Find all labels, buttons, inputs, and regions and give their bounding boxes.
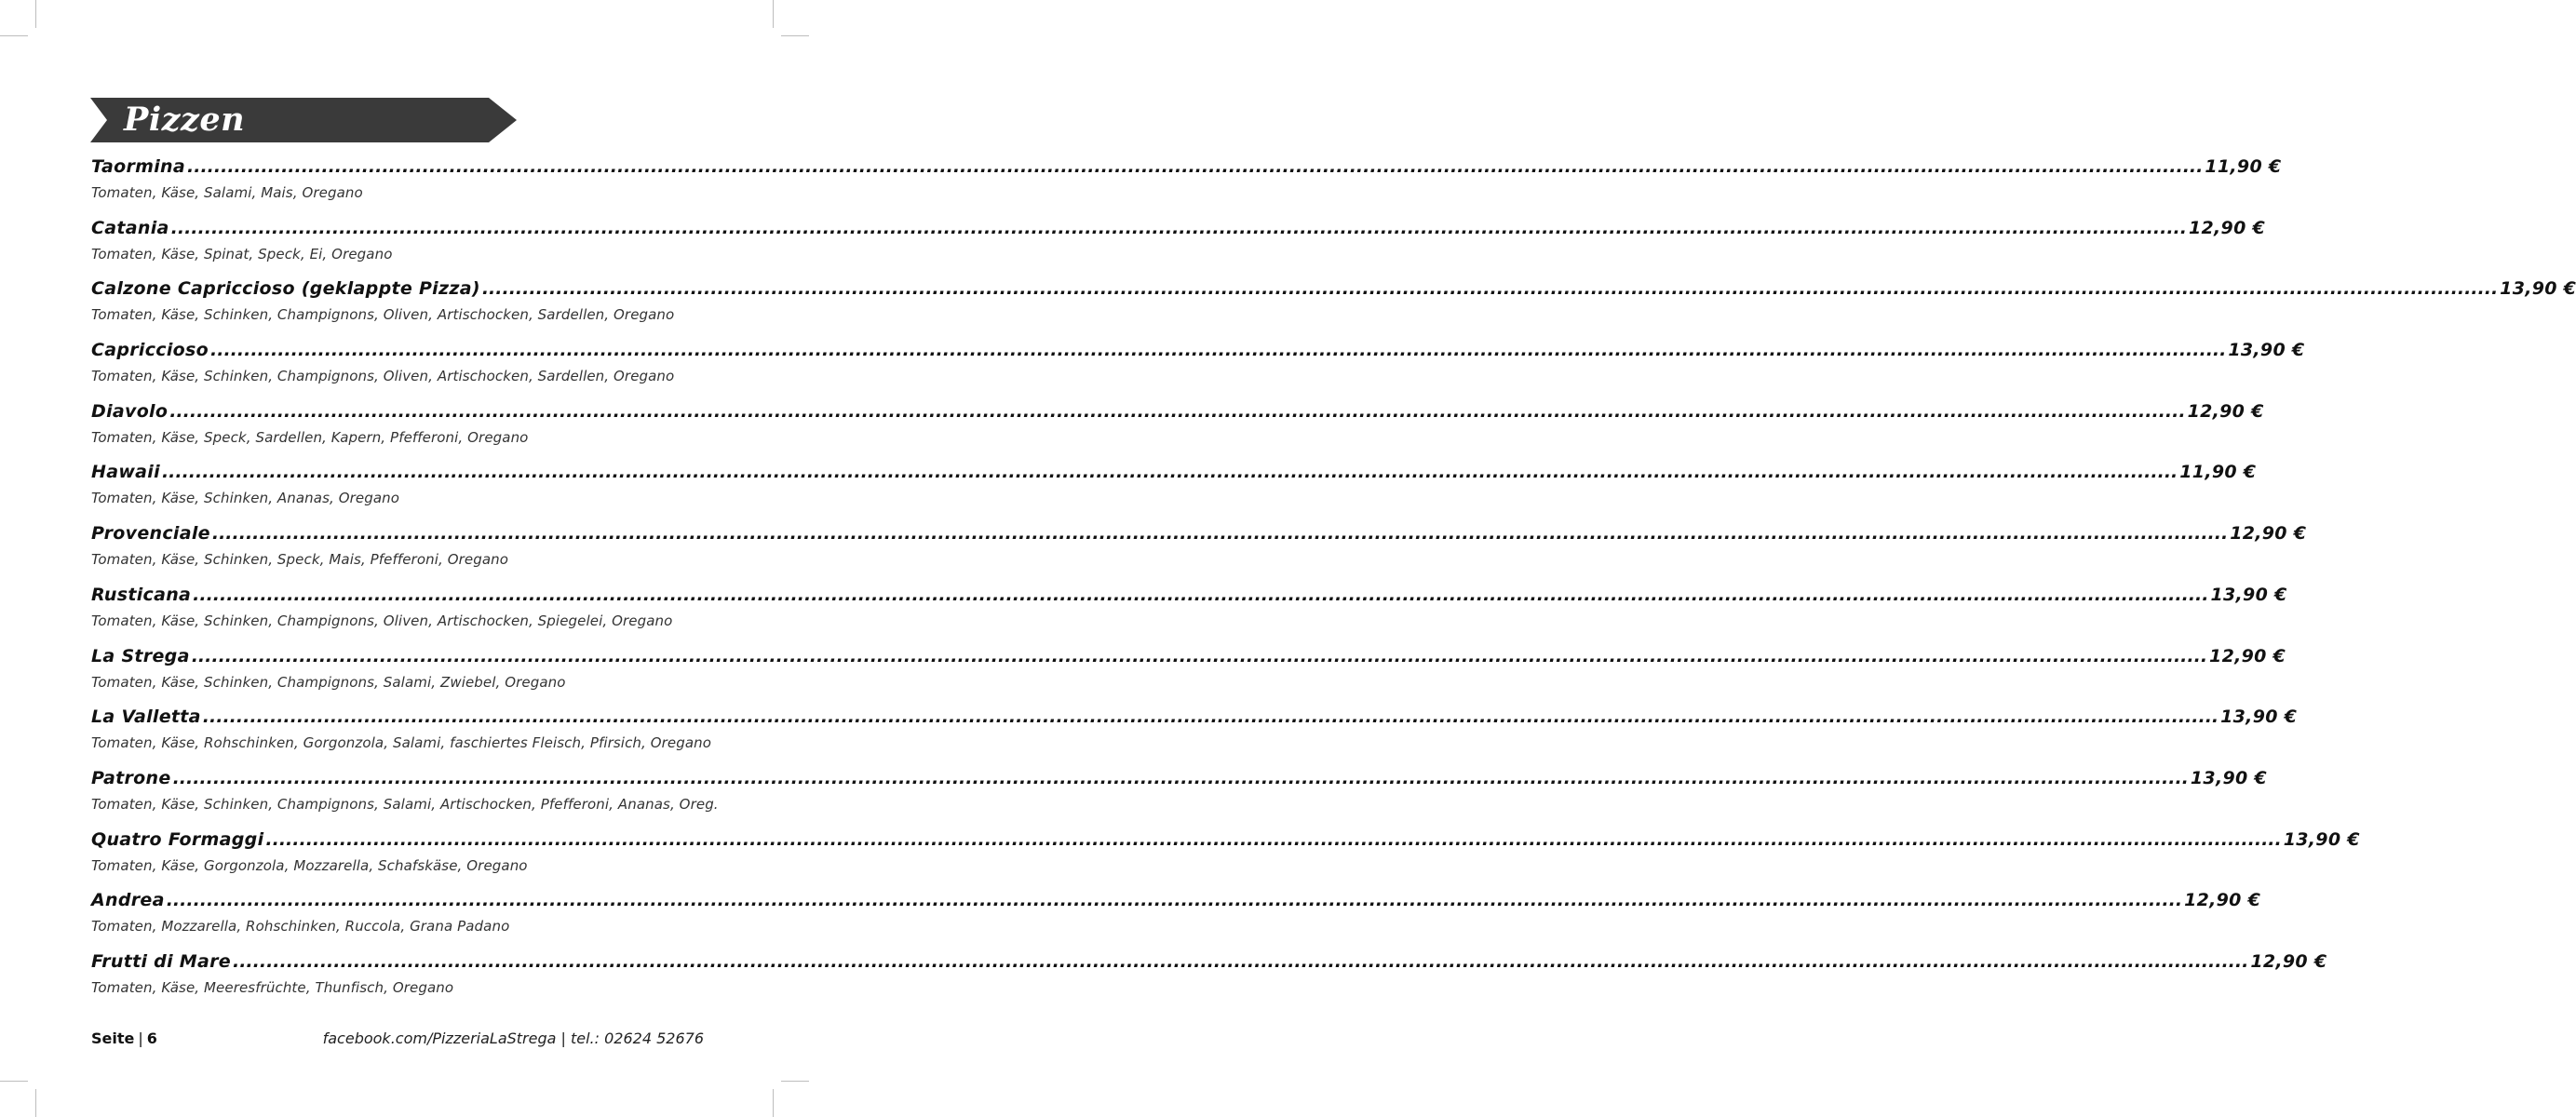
menu-item-price: 13,90 €: [2228, 340, 2305, 361]
dot-leader: ............................................................................................................................................................................................................................................................................................................: [233, 950, 2249, 972]
dot-leader: ............................................................................................................................................................................................................................................................................................................: [191, 645, 2208, 666]
menu-item-row: [91, 702, 2298, 732]
menu-item: [91, 335, 2305, 397]
menu-item-description: Tomaten, Käse, Gorgonzola, Mozzarella, Schafskäse, Oregano: [91, 856, 528, 874]
menu-item-name: Catania: [91, 217, 169, 238]
menu-item-row: [91, 763, 2267, 793]
dot-leader: ............................................................................................................................................................................................................................................................................................................: [170, 217, 2187, 238]
menu-item-row: [91, 213, 2266, 243]
section-banner: [90, 98, 517, 142]
dot-leader: ............................................................................................................................................................................................................................................................................................................: [193, 584, 2209, 605]
menu-item: [91, 580, 2287, 641]
menu-item-row: [91, 274, 2576, 303]
menu-item-price: 13,90 €: [2210, 584, 2287, 605]
page-indicator: [91, 1027, 157, 1051]
page-footer: [91, 1027, 704, 1051]
menu-item-price: 12,90 €: [2250, 950, 2327, 972]
menu-item-name: Hawaii: [91, 462, 160, 483]
dot-leader: ............................................................................................................................................................................................................................................................................................................: [169, 400, 2186, 422]
dot-leader: ............................................................................................................................................................................................................................................................................................................: [265, 828, 2282, 850]
dot-leader: ............................................................................................................................................................................................................................................................................................................: [161, 462, 2178, 483]
menu-item-description: Tomaten, Käse, Schinken, Champignons, Oliven, Artischocken, Sardellen, Oregano: [91, 306, 675, 324]
menu-item: [91, 885, 2261, 947]
menu-item-description: Tomaten, Käse, Schinken, Speck, Mais, Pfefferoni, Oregano: [91, 551, 509, 569]
page-separator: |: [138, 1030, 143, 1047]
menu-item-price: 12,90 €: [2184, 890, 2261, 911]
menu-item-row: [91, 825, 2360, 855]
menu-item-price: 12,90 €: [2187, 400, 2264, 422]
menu-item-row: [91, 457, 2257, 487]
menu-item-description: Tomaten, Mozzarella, Rohschinken, Ruccola, Grana Padano: [91, 918, 510, 935]
menu-item-name: Quatro Formaggi: [91, 828, 264, 850]
menu-item-row: [91, 580, 2287, 610]
menu-item-price: 11,90 €: [2205, 156, 2282, 177]
section-title: Pizzen: [124, 101, 246, 139]
page-label: Seite: [91, 1030, 135, 1047]
menu-item-name: Taormina: [91, 156, 186, 177]
menu-item-row: [91, 518, 2307, 548]
dot-leader: ............................................................................................................................................................................................................................................................................................................: [211, 523, 2229, 545]
menu-item-description: Tomaten, Käse, Spinat, Speck, Ei, Oregano: [91, 245, 393, 262]
menu-item-name: Rusticana: [91, 584, 192, 605]
menu-item-price: 13,90 €: [2220, 707, 2298, 728]
menu-item: [91, 152, 2282, 213]
crop-mark: [35, 0, 36, 28]
menu-item-price: 13,90 €: [2190, 767, 2267, 788]
menu-item-name: Capriccioso: [91, 340, 209, 361]
menu-item-price: 11,90 €: [2179, 462, 2257, 483]
menu-item-name: Frutti di Mare: [91, 950, 231, 972]
menu-item: [91, 947, 2327, 1008]
menu-item-row: [91, 885, 2261, 915]
crop-mark: [773, 0, 774, 28]
menu-item: [91, 274, 2576, 335]
crop-mark: [781, 35, 809, 36]
menu-item-row: [91, 641, 2286, 671]
menu-item-description: Tomaten, Käse, Schinken, Champignons, Salami, Zwiebel, Oregano: [91, 673, 566, 691]
crop-mark: [0, 1081, 28, 1082]
menu-item: [91, 763, 2267, 825]
menu-item-description: Tomaten, Käse, Schinken, Champignons, Oliven, Artischocken, Sardellen, Oregano: [91, 368, 675, 385]
dot-leader: ............................................................................................................................................................................................................................................................................................................: [166, 890, 2183, 911]
crop-mark: [0, 35, 28, 36]
menu-item-price: 13,90 €: [2500, 278, 2576, 300]
menu-item-row: [91, 152, 2282, 182]
crop-mark: [35, 1089, 36, 1117]
dot-leader: ............................................................................................................................................................................................................................................................................................................: [202, 707, 2219, 728]
menu-item-row: [91, 335, 2305, 365]
menu-item: [91, 213, 2266, 275]
menu-item-description: Tomaten, Käse, Salami, Mais, Oregano: [91, 184, 363, 201]
menu-item-description: Tomaten, Käse, Schinken, Champignons, Oliven, Artischocken, Spiegelei, Oregano: [91, 612, 673, 629]
menu-item-name: Calzone Capriccioso (geklappte Pizza): [91, 278, 480, 300]
menu-item: [91, 825, 2360, 886]
menu-item-description: Tomaten, Käse, Schinken, Champignons, Salami, Artischocken, Pfefferoni, Ananas, Oreg.: [91, 795, 719, 813]
menu-item: [91, 702, 2298, 763]
crop-mark: [781, 1081, 809, 1082]
menu-item-price: 12,90 €: [2209, 645, 2286, 666]
dot-leader: ............................................................................................................................................................................................................................................................................................................: [172, 767, 2189, 788]
menu-item: [91, 457, 2257, 518]
menu-item-price: 13,90 €: [2283, 828, 2360, 850]
menu-item: [91, 397, 2264, 458]
menu-item: [91, 518, 2307, 580]
menu-item: [91, 641, 2286, 703]
menu-item-name: Provenciale: [91, 523, 210, 545]
menu-item-name: La Strega: [91, 645, 190, 666]
menu-item-price: 12,90 €: [2188, 217, 2266, 238]
menu-item-row: [91, 397, 2264, 426]
contact-info: facebook.com/PizzeriaLaStrega | tel.: 02624 52676: [322, 1030, 704, 1047]
menu-item-description: Tomaten, Käse, Meeresfrüchte, Thunfisch, Oregano: [91, 978, 454, 996]
menu-item-description: Tomaten, Käse, Speck, Sardellen, Kapern, Pfefferoni, Oregano: [91, 428, 529, 446]
menu-list: [91, 152, 2576, 1008]
crop-mark: [773, 1089, 774, 1117]
dot-leader: ............................................................................................................................................................................................................................................................................................................: [187, 156, 2204, 177]
menu-item-row: [91, 947, 2327, 976]
menu-item-name: La Valletta: [91, 707, 201, 728]
menu-item-name: Andrea: [91, 890, 165, 911]
dot-leader: ............................................................................................................................................................................................................................................................................................................: [481, 278, 2499, 300]
menu-item-price: 12,90 €: [2230, 523, 2307, 545]
dot-leader: ............................................................................................................................................................................................................................................................................................................: [210, 340, 2227, 361]
page-number: 6: [146, 1030, 157, 1047]
menu-item-description: Tomaten, Käse, Schinken, Ananas, Oregano: [91, 490, 400, 507]
menu-item-name: Diavolo: [91, 400, 169, 422]
menu-item-description: Tomaten, Käse, Rohschinken, Gorgonzola, Salami, faschiertes Fleisch, Pfirsich, Oregano: [91, 734, 712, 752]
menu-item-name: Patrone: [91, 767, 171, 788]
